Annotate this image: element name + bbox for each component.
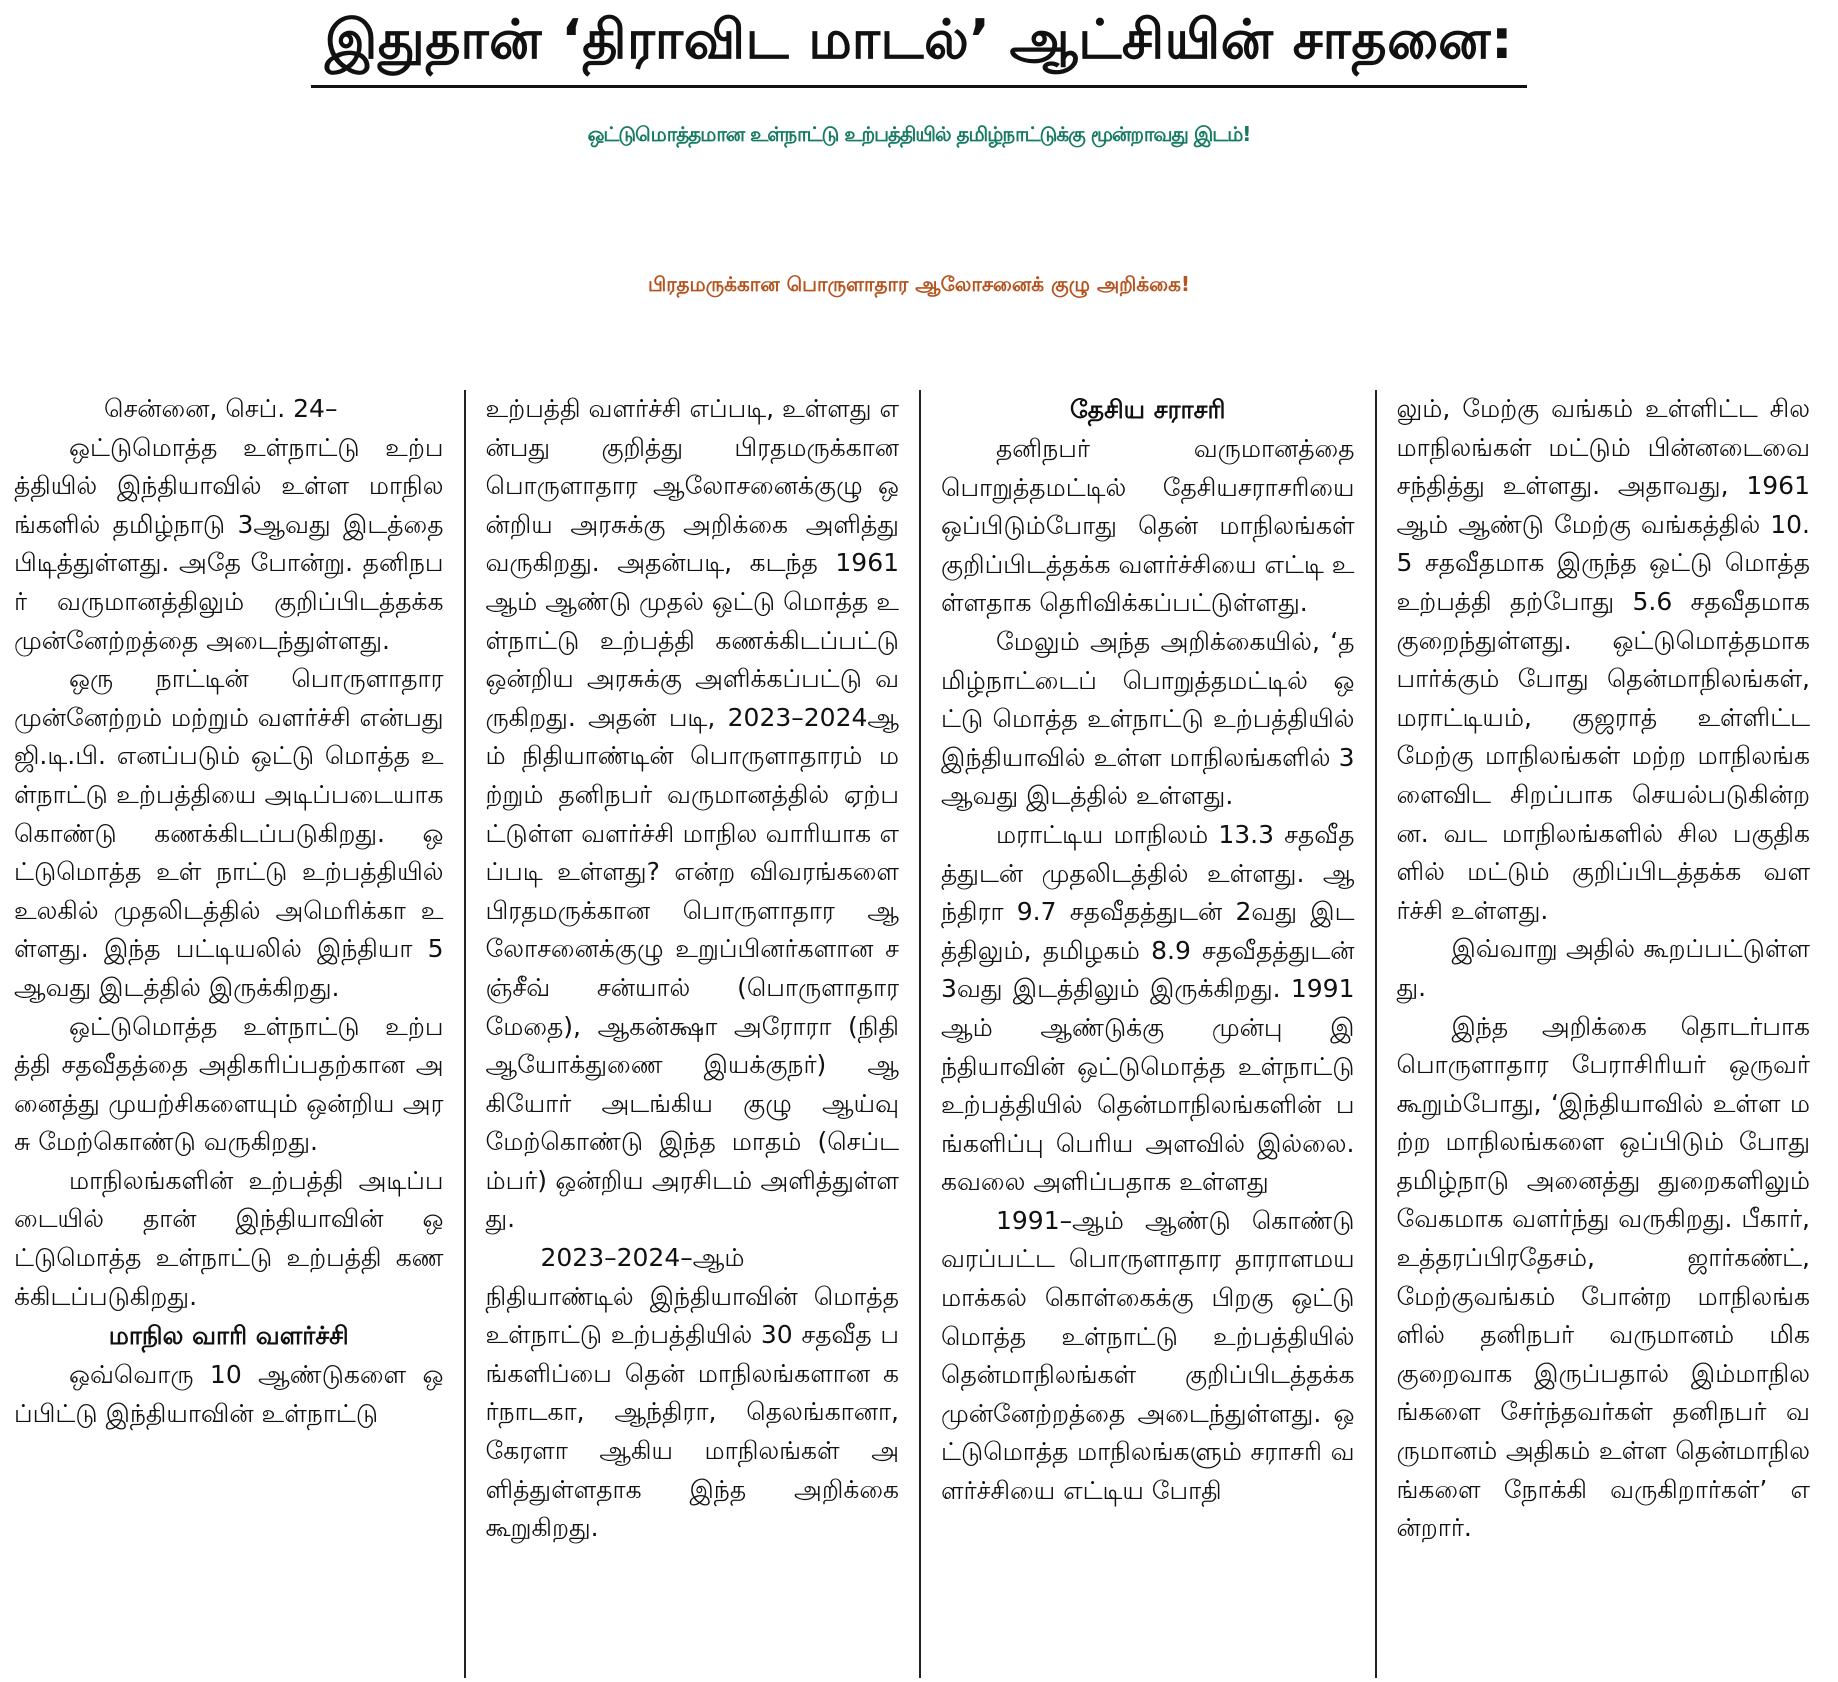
dateline: சென்னை, செப். 24–	[104, 394, 338, 423]
paragraph: 2023–2024–ஆம் நிதியாண்டில் இந்தியாவின் மொத்த உள்நாட்டு உற்பத்தியில் 30 சதவீத பங்களிப்பை தென் மாநிலங்களான கர்நாடகா, ஆந்திரா, தெலங்கானா, கேரளா ஆகிய மாநிலங்கள் அளித்துள்ளதாக இந்த அறிக்கை கூறுகிறது.	[485, 1243, 899, 1543]
paragraph: 1991–ஆம் ஆண்டு கொண்டு வரப்பட்ட பொருளாதார தாராளமயமாக்கல் கொள்கைக்கு பிறகு ஒட்டு மொத்த உள்நாட்டு உற்பத்தியில் தென்மாநிலங்கள் குறிப்பிடத்தக்க முன்னேற்றத்தை அடைந்துள்ளது. ஒட்டுமொத்த மாநிலங்களும் சராசரி வளர்ச்சியை எட்டிய போதி	[941, 1205, 1355, 1506]
paragraph: மராட்டிய மாநிலம் 13.3 சதவீதத்துடன் முதலிடத்தில் உள்ளது. ஆந்திரா 9.7 சதவீதத்துடன் 2வது இடத்திலும், தமிழகம் 8.9 சதவீதத்துடன் 3வது இடத்திலும் இருக்கிறது. 1991ஆம் ஆண்டுக்கு முன்பு இந்தியாவின் ஒட்டுமொத்த உள்நாட்டு உற்பத்தியில் தென்மாநிலங்களின் பங்களிப்பு பெரிய அளவில் இல்லை. கவலை அளிப்பதாக உள்ளது	[941, 819, 1355, 1197]
section-subheading: தேசிய சராசரி	[1070, 395, 1226, 424]
paragraph: ஒவ்வொரு 10 ஆண்டுகளை ஒப்பிட்டு இந்தியாவின் உள்நாட்டு	[14, 1360, 444, 1428]
section-subheading: மாநில வாரி வளர்ச்சி	[108, 1321, 349, 1351]
paragraph: மேலும் அந்த அறிக்கையில், ‘தமிழ்நாட்டைப் பொறுத்தமட்டில் ஒட்டு மொத்த உள்நாட்டு உற்பத்தியில் இந்தியாவில் உள்ள மாநிலங்களில் 3ஆவது இடத்தில் உள்ளது.	[941, 626, 1355, 811]
column-4	[1375, 390, 1831, 1678]
column-2	[464, 390, 920, 1678]
paragraph: இந்த அறிக்கை தொடர்பாக பொருளாதார பேராசிரியர் ஒருவர் கூறும்போது, ‘இந்தியாவில் உள்ள மற்ற மாநிலங்களை ஒப்பிடும் போது தமிழ்நாடு அனைத்து துறைகளிலும் வேகமாக வளர்ந்து வருகிறது. பீகார், உத்தரப்பிரதேசம், ஜார்கண்ட், மேற்குவங்கம் போன்ற மாநிலங்களில் தனிநபர் வருமானம் மிக குறைவாக இருப்பதால் இம்மாநிலங்களை சேர்ந்தவர்கள் தனிநபர் வருமானம் அதிகம் உள்ள தென்மாநிலங்களை நோக்கி வருகிறார்கள்’ என்றார்.	[1396, 1011, 1810, 1543]
paragraph: மாநிலங்களின் உற்பத்தி அடிப்படையில் தான் இந்தியாவின் ஒட்டுமொத்த உள்நாட்டு உற்பத்தி கணக்கிடப்படுகிறது.	[14, 1165, 444, 1311]
paragraph-continued: உற்பத்தி வளர்ச்சி எப்படி, உள்ளது என்பது குறித்து பிரதமருக்கான பொருளாதார ஆலோசனைக்குழு ஒன்றிய அரசுக்கு அறிக்கை அளித்து வருகிறது. அதன்படி, கடந்த 1961ஆம் ஆண்டு முதல் ஒட்டு மொத்த உள்நாட்டு உற்பத்தி கணக்கிடப்பட்டு ஒன்றிய அரசுக்கு அளிக்கப்பட்டு வருகிறது. அதன் படி, 2023–2024ஆம் நிதியாண்டின் பொருளாதாரம் மற்றும் தனிநபர் வருமானத்தில் ஏற்பட்டுள்ள வளர்ச்சி மாநில வாரியாக எப்படி உள்ளது? என்ற விவரங்களை பிரதமருக்கான பொருளாதார ஆலோசனைக்குழு உறுப்பினர்களான சஞ்சீவ் சன்யால் (பொருளாதார மேதை), ஆகன்க்ஷா அரோரா (நிதி ஆயோக்துணை இயக்குநர்) ஆகியோர் அடங்கிய குழு ஆய்வு மேற்கொண்டு இந்த மாதம் (செப்டம்பர்) ஒன்றிய அரசிடம் அளித்துள்ளது.	[485, 394, 899, 1234]
article-columns	[8, 390, 1830, 1678]
paragraph: ஒட்டுமொத்த உள்நாட்டு உற்பத்தியில் இந்தியாவில் உள்ள மாநிலங்களில் தமிழ்நாடு 3ஆவது இடத்தை பிடித்துள்ளது. அதே போன்று. தனிநபர் வருமானத்திலும் குறிப்பிடத்தக்க முன்னேற்றத்தை அடைந்துள்ளது.	[14, 432, 444, 655]
paragraph: ஒரு நாட்டின் பொருளாதார முன்னேற்றம் மற்றும் வளர்ச்சி என்பது ஜி.டி.பி. எனப்படும் ஒட்டு மொத்த உள்நாட்டு உற்பத்தியை அடிப்படையாக கொண்டு கணக்கிடப்படுகிறது. ஒட்டுமொத்த உள் நாட்டு உற்பத்தியில் உலகில் முதலிடத்தில் அமெரிக்கா உள்ளது. இந்த பட்டியலில் இந்தியா 5ஆவது இடத்தில் இருக்கிறது.	[14, 664, 444, 1002]
paragraph: இவ்வாறு அதில் கூறப்பட்டுள்ளது.	[1396, 934, 1810, 1002]
kicker-text: இதுதான் ‘திராவிட மாடல்’ ஆட்சியின் சாதனை:	[311, 8, 1527, 88]
column-1	[8, 390, 464, 1678]
kicker-heading	[0, 8, 1838, 88]
paragraph: ஒட்டுமொத்த உள்நாட்டு உற்பத்தி சதவீதத்தை அதிகரிப்பதற்கான அனைத்து முயற்சிகளையும் ஒன்றிய அரசு மேற்கொண்டு வருகிறது.	[14, 1011, 444, 1157]
headline: ஒட்டுமொத்தமான உள்நாட்டு உற்பத்தியில் தமிழ்நாட்டுக்கு மூன்றாவது இடம்!	[587, 122, 1251, 146]
subheadline: பிரதமருக்கான பொருளாதார ஆலோசனைக் குழு அறிக்கை!	[647, 272, 1191, 296]
paragraph-continued: லும், மேற்கு வங்கம் உள்ளிட்ட சில மாநிலங்கள் மட்டும் பின்னடைவை சந்தித்து உள்ளது. அதாவது, 1961ஆம் ஆண்டு மேற்கு வங்கத்தில் 10.5 சதவீதமாக இருந்த ஒட்டு மொத்த உற்பத்தி தற்போது 5.6 சதவீதமாக குறைந்துள்ளது. ஒட்டுமொத்தமாக பார்க்கும் போது தென்மாநிலங்கள், மராட்டியம், குஜராத் உள்ளிட்ட மேற்கு மாநிலங்கள் மற்ற மாநிலங்களைவிட சிறப்பாக செயல்படுகின்றன. வட மாநிலங்களில் சில பகுதிகளில் மட்டும் குறிப்பிடத்தக்க வளர்ச்சி உள்ளது.	[1396, 394, 1810, 925]
paragraph: தனிநபர் வருமானத்தை பொறுத்தமட்டில் தேசியசராசரியை ஒப்பிடும்போது தென் மாநிலங்கள் குறிப்பிடத்தக்க வளர்ச்சியை எட்டி உள்ளதாக தெரிவிக்கப்பட்டுள்ளது.	[941, 434, 1355, 618]
column-3	[919, 390, 1375, 1678]
